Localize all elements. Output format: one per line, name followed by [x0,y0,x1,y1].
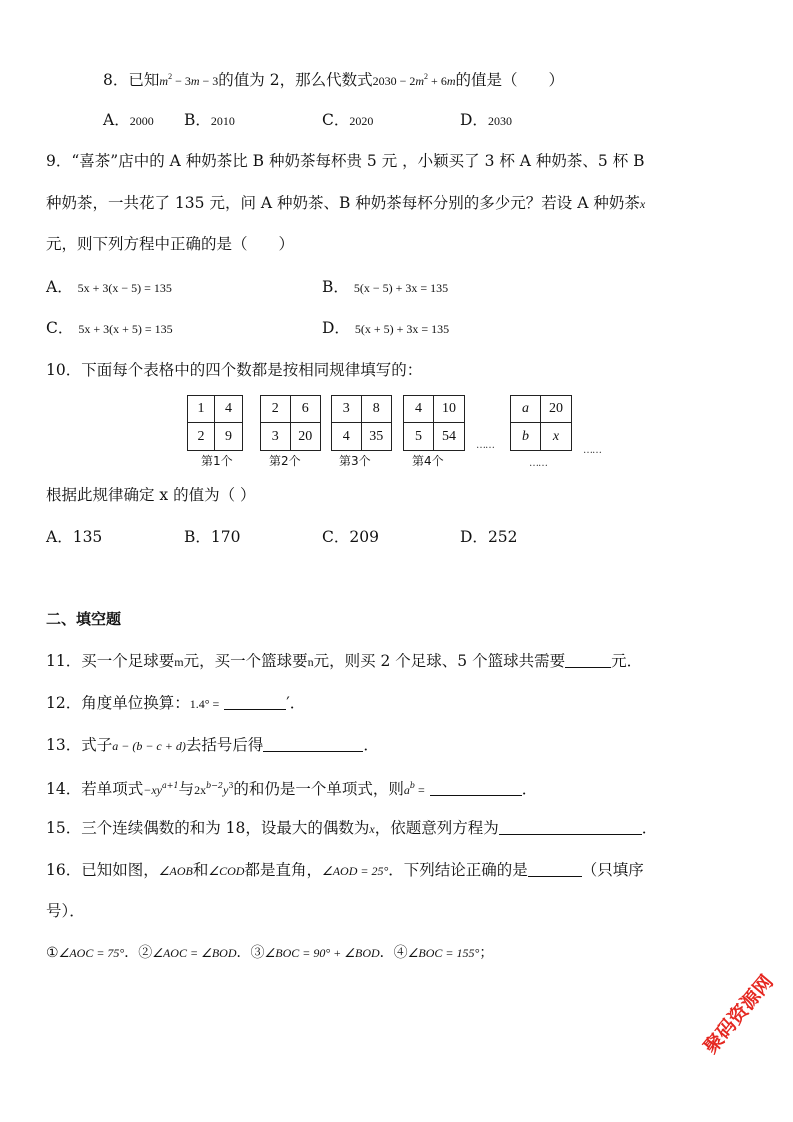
table-cell: 20 [298,428,313,444]
table-3-caption: 第3个 [339,454,371,468]
table-cell: 9 [225,428,232,444]
q9-option-a[interactable]: A． 5x + 3(x − 5) = 135 [46,278,172,296]
statement-1: ①∠AOC = 75°． [46,945,139,961]
q9-option-c[interactable]: C． 5x + 3(x + 5) = 135 [46,319,173,337]
statement-2: ②∠AOC = ∠BOD． [138,945,251,961]
answer-blank[interactable] [430,781,522,796]
q8-text-3: 的值是（ ） [455,71,565,89]
watermark-stamp: 聚码资源网 [699,971,778,1058]
table-cell: 3 [332,396,362,423]
ellipsis-3: …… [583,445,601,456]
table-cell: 4 [404,396,434,423]
q8-option-d[interactable]: D．2030 [460,111,512,129]
question-14: 14．若单项式$-xy^{a+1}$与$2x^{b-2}y^3$的和仍是一个单项式，则$a^b$ = ． [46,780,538,798]
table-cell: 1 [188,396,215,423]
question-13: 13．式子a − (b − c + d)去括号后得 ． [46,736,379,754]
table-cell: 2 [188,423,215,450]
table-cell: 6 [291,396,321,423]
table-cell: x [552,428,560,444]
ellipsis-1: …… [476,440,494,451]
q9-option-b[interactable]: B． 5(x − 5) + 3x = 135 [322,278,449,296]
table-cell: 20 [541,396,571,423]
ellipsis-2: …… [529,458,547,469]
answer-blank[interactable] [263,737,363,752]
table-2 [260,395,321,451]
q9-line-3: 元，则下列方程中正确的是（ ） [46,235,295,253]
table-cell: b [511,423,541,450]
q10-option-c[interactable]: C．209 [322,528,379,546]
q9-line-1: 9．“喜茶”店中的 A 种奶茶比 B 种奶茶每杯贵 5 元 ，小颖买了 3 杯 A 种奶茶、5 杯 B [46,152,645,170]
q9-option-d[interactable]: D． 5(x + 5) + 3x = 135 [322,319,450,337]
statement-3: ③∠BOC = 90° + ∠BOD． [250,945,394,961]
table-1-caption: 第1个 [201,454,233,468]
q10-option-d[interactable]: D．252 [460,528,518,546]
pattern-tables-figure [183,390,608,470]
q8-option-b[interactable]: B．2010 [184,111,235,129]
section-heading: 二、填空题 [46,610,122,628]
question-12: 12．角度单位换算：1.4° = ′． [46,694,306,712]
q8-expr-2: $2030 - 2m^2 + 6m$ [372,72,456,88]
q8-option-a[interactable]: A．2000 [103,111,154,129]
table-n [510,395,572,451]
table-cell: 4 [332,423,362,450]
q8-text-1: 已知 [128,71,160,89]
table-cell: 2 [261,396,291,423]
question-11: 11．买一个足球要m元，买一个篮球要n元，则买 2 个足球、5 个篮球共需要 元． [46,652,643,670]
q10-question: 根据此规律确定 x 的值为（ ） [46,486,256,504]
question-15: 15．三个连续偶数的和为 18，设最大的偶数为x，依题意列方程为 ． [46,819,658,837]
q10-option-a[interactable]: A．135 [46,528,103,546]
table-cell: a [511,396,541,423]
answer-blank[interactable] [565,653,611,668]
statement-4: ④∠BOC = 155°； [393,945,494,961]
answer-blank[interactable] [224,695,286,710]
table-cell: 54 [442,428,456,444]
question-16: 16．已知如图，∠AOB和∠COD都是直角，∠AOD = 25°．下列结论正确的是 （只填序 [46,861,644,879]
q8-option-c[interactable]: C．2020 [322,111,374,129]
answer-blank[interactable] [499,820,642,835]
table-cell: 3 [261,423,291,450]
table-1 [187,395,243,451]
q16-statements [46,943,493,963]
q8-text-2: 的值为 2，那么代数式 [218,71,373,89]
table-3 [331,395,392,451]
table-4-caption: 第4个 [412,454,444,468]
table-2-caption: 第2个 [269,454,301,468]
q9-line-2: 种奶茶，一共花了 135 元，问 A 种奶茶、B 种奶茶每杯分别的多少元？若设 A 种奶茶x [46,194,646,212]
q8-expr-1: $m^2 - 3m - 3$ [159,72,219,88]
q8-number: 8． [103,71,129,89]
table-cell: 4 [215,396,242,423]
table-cell: 8 [362,396,392,423]
q10-option-b[interactable]: B．170 [184,528,241,546]
table-cell: 35 [369,428,384,444]
question-8 [103,67,564,91]
table-cell: 10 [434,396,464,423]
q16-line-2: 号）． [46,902,85,920]
q10-text: 10．下面每个表格中的四个数都是按相同规律填写的： [46,361,423,379]
table-cell: 5 [404,423,434,450]
table-4 [403,395,465,451]
answer-blank[interactable] [528,862,582,877]
